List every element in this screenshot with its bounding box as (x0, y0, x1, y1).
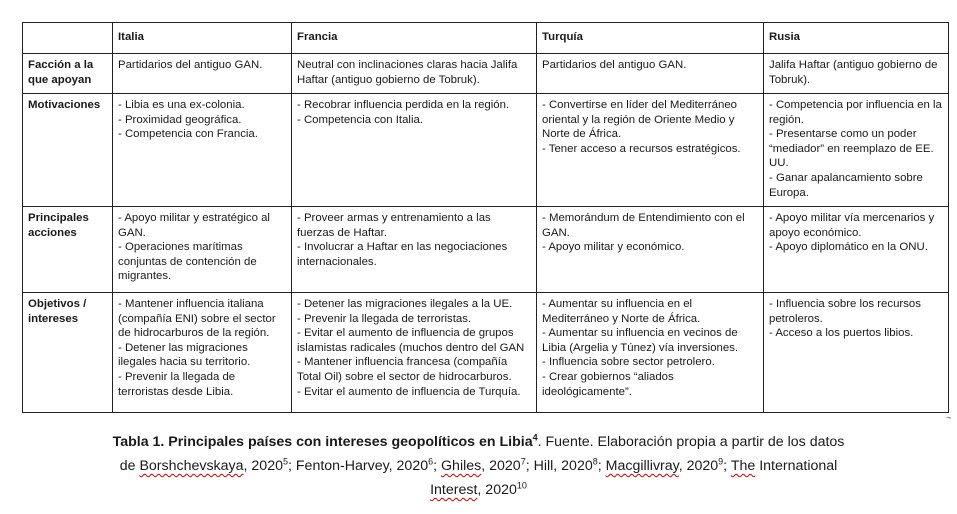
row-label: Principales acciones (23, 207, 113, 293)
table-row (23, 207, 949, 293)
table-cell (764, 207, 949, 293)
caption-line-2 (0, 454, 957, 478)
cell-line: - Proximidad geográfica. (118, 113, 242, 126)
table-row (23, 54, 949, 94)
header-rusia: Rusia (764, 23, 949, 54)
cell-line: - Presentarse como un poder “mediador” en reemplazo de EE. UU. (769, 128, 934, 170)
caption-text: , 2020 (477, 482, 517, 498)
cell-line: - Competencia por influencia en la región. (769, 99, 942, 126)
cell-line: - Recobrar influencia perdida en la región. (297, 99, 510, 111)
footnote-ref: 8 (592, 456, 598, 467)
header-francia: Francia (292, 23, 537, 54)
cell-line: Neutral con inclinaciones claras hacia Jalifa Haftar (antiguo gobierno de Tobruk). (297, 59, 518, 86)
header-turquia: Turquía (537, 23, 764, 54)
table-cell (537, 54, 764, 94)
table-cell (764, 94, 949, 207)
row-label: Facción a la que apoyan (23, 54, 113, 94)
cell-line: - Apoyo militar y estratégico al GAN. (118, 212, 270, 239)
cell-line: - Aumentar su influencia en el Mediterráneo y Norte de África. (542, 298, 701, 325)
table-cell (764, 293, 949, 413)
table-cell (292, 54, 537, 94)
cell-line: - Evitar el aumento de influencia de Turquía. (297, 385, 521, 398)
table-row (23, 293, 949, 413)
cell-line: Jalifa Haftar (antiguo gobierno de Tobruk). (769, 59, 938, 86)
table-cell (292, 293, 537, 413)
footnote-ref: 6 (428, 456, 434, 467)
caption-text: ; Fenton-Harvey, 2020 (288, 458, 429, 474)
cell-line: - Apoyo militar vía mercenarios y apoyo económico. (769, 212, 935, 239)
table-cell (537, 293, 764, 413)
table-cell (537, 94, 764, 207)
table-cell (292, 207, 537, 293)
footnote-ref: 7 (520, 456, 526, 467)
caption-text: ; (433, 458, 442, 474)
caption-ref-underlined: The (730, 458, 756, 474)
table-cell (113, 207, 292, 293)
cell-line: - Mantener influencia francesa (compañía Total Oil) sobre el sector de hidrocarburos. (297, 356, 512, 383)
cell-line: - Apoyo militar y económico. (542, 241, 685, 254)
caption-text: International (755, 458, 838, 474)
paragraph-mark: ¬ (946, 413, 951, 422)
table-cell (537, 207, 764, 293)
header-italia: Italia (113, 23, 292, 54)
geopolitics-table (22, 22, 949, 413)
caption-text: , 2020 (243, 458, 283, 474)
footnote-ref: 10 (516, 480, 527, 491)
footnote-ref: 9 (718, 456, 724, 467)
cell-line: Partidarios del antiguo GAN. (118, 59, 263, 71)
row-label: Motivaciones (23, 94, 113, 207)
table-cell (113, 94, 292, 207)
caption-text: de (119, 458, 140, 474)
caption-ref-underlined: Borshchevskaya (139, 458, 244, 474)
caption-line-3 (0, 478, 957, 502)
header-row (23, 23, 949, 54)
cell-line: - Competencia con Francia. (118, 128, 258, 141)
cell-line: - Operaciones marítimas conjuntas de contención de migrantes. (118, 241, 257, 283)
cell-line: - Ganar apalancamiento sobre Europa. (769, 171, 923, 199)
cell-line: - Memorándum de Entendimiento con el GAN. (542, 212, 745, 239)
cell-line: Partidarios del antiguo GAN. (542, 59, 687, 71)
cell-line: - Influencia sobre los recursos petroleros. (769, 298, 921, 325)
cell-line: - Convertirse en líder del Mediterráneo oriental y la región de Oriente Medio y Norte de África. (542, 99, 737, 141)
row-label: Objetivos / intereses (23, 293, 113, 413)
table-caption (0, 430, 957, 502)
table-cell (764, 54, 949, 94)
cell-line: - Prevenir la llegada de terroristas. (297, 312, 472, 325)
table-cell (292, 94, 537, 207)
caption-text: , 2020 (678, 458, 719, 474)
cell-line: - Mantener influencia italiana (compañía ENI) sobre el sector de hidrocarburos de la región. (118, 298, 276, 340)
cell-line: - Proveer armas y entrenamiento a las fuerzas de Haftar. (297, 212, 491, 239)
table-cell (113, 54, 292, 94)
caption-text: ; (597, 458, 606, 474)
cell-line: - Prevenir la llegada de terroristas desde Libia. (118, 370, 236, 398)
cell-line: - Tener acceso a recursos estratégicos. (542, 142, 741, 155)
caption-title: Tabla 1. Principales países con intereses geopolíticos en Libia$^4$ (112, 432, 538, 450)
caption-line-1: Tabla 1. Principales países con intereses geopolíticos en Libia$^4$. Fuente. Elaboración propia a partir de los datos (112, 432, 845, 450)
caption-text: ; Hill, 2020 (525, 458, 593, 474)
caption-ref-underlined: Interest (430, 482, 478, 498)
header-empty (23, 23, 113, 54)
caption-ref-underlined: Macgillivray (605, 458, 679, 474)
cell-line: - Aumentar su influencia en vecinos de Libia (Argelia y Túnez) vía inversiones. (542, 327, 739, 354)
cell-line: - Crear gobiernos “aliados ideológicamente”. (542, 370, 674, 398)
table-row (23, 94, 949, 207)
cell-line: - Competencia con Italia. (297, 113, 423, 126)
footnote-ref: 5 (282, 456, 288, 467)
caption-ref-underlined: Ghiles (441, 458, 482, 474)
cell-line: - Involucrar a Haftar en las negociaciones internacionales. (297, 241, 508, 268)
table-cell (113, 293, 292, 413)
cell-line: - Detener las migraciones ilegales a la UE. (297, 298, 513, 310)
cell-line: - Libia es una ex-colonia. (118, 99, 245, 111)
cell-line: - Evitar el aumento de influencia de grupos islamistas radicales (muchos dentro del GAN (297, 327, 525, 354)
caption-text: ; (723, 458, 731, 474)
cell-line: - Influencia sobre sector petrolero. (542, 356, 715, 369)
caption-text: , 2020 (481, 458, 521, 474)
cell-line: - Acceso a los puertos libios. (769, 327, 914, 340)
cell-line: - Detener las migraciones ilegales hacia su territorio. (118, 341, 251, 369)
cell-line: - Apoyo diplomático en la ONU. (769, 241, 928, 254)
